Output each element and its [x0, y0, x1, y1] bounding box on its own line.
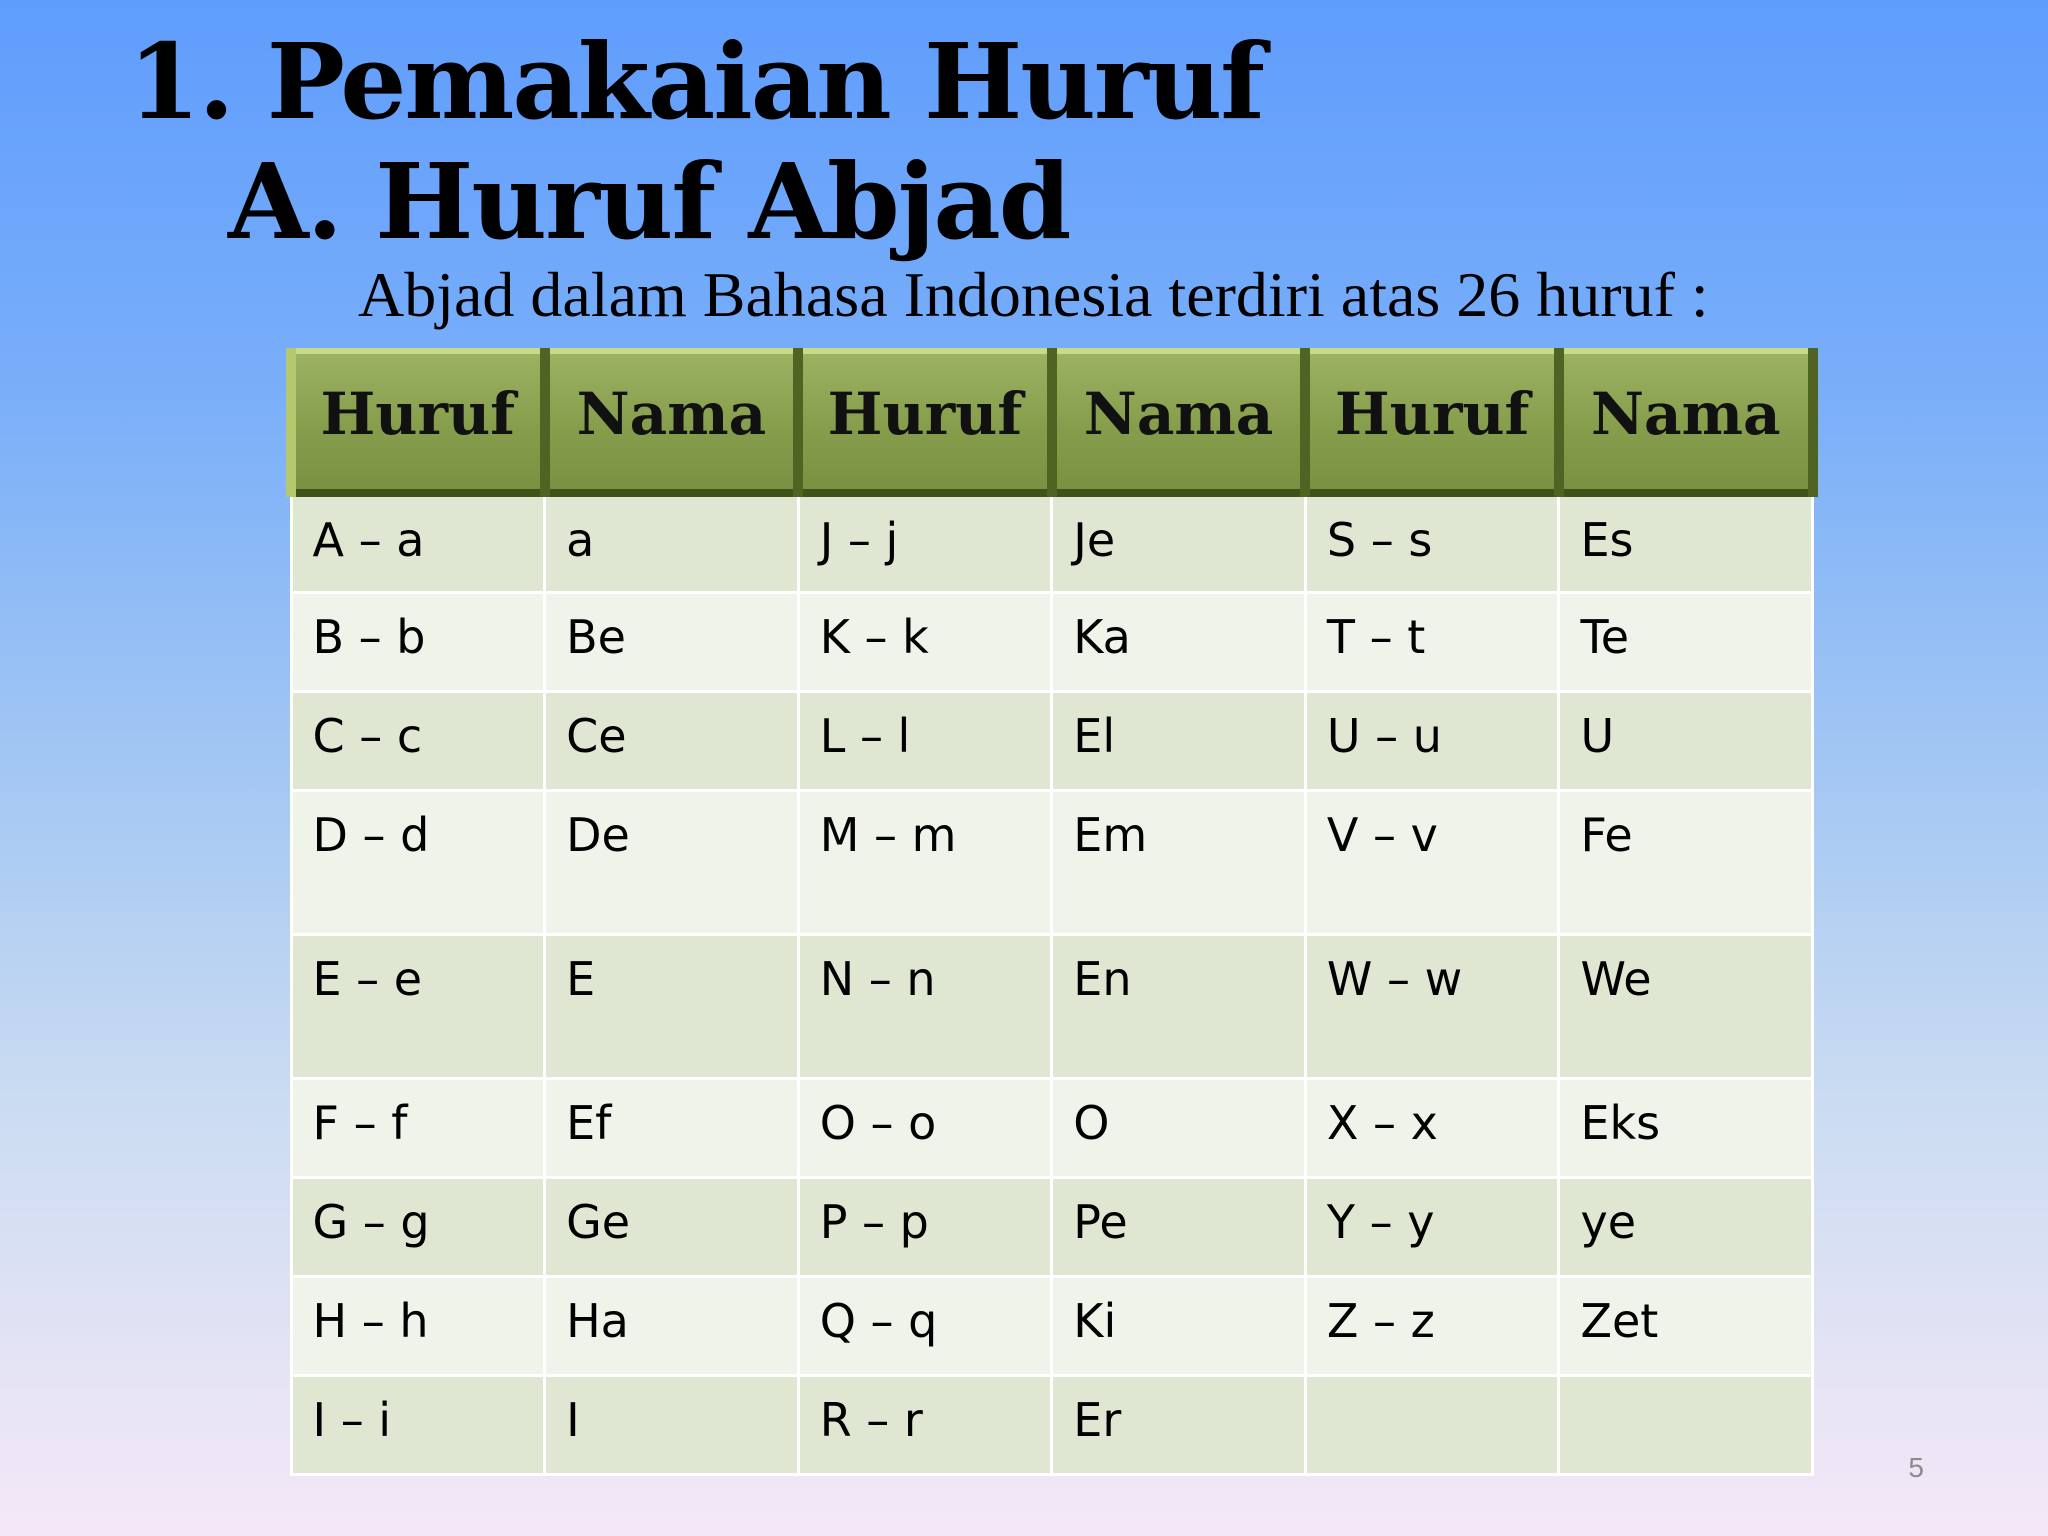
table-cell: Z – z: [1305, 1276, 1559, 1375]
slide-subtitle: A. Huruf Abjad: [228, 140, 1070, 263]
table-cell: El: [1052, 691, 1306, 790]
table-cell: Te: [1559, 592, 1813, 691]
table-cell: K – k: [798, 592, 1052, 691]
table-row: [291, 592, 1813, 691]
table-cell: Ka: [1052, 592, 1306, 691]
table-cell: R – r: [798, 1375, 1052, 1474]
header-huruf-3: Huruf: [1305, 351, 1559, 493]
table-cell: Pe: [1052, 1177, 1306, 1276]
table-cell: En: [1052, 934, 1306, 1078]
table-row: [291, 1177, 1813, 1276]
header-huruf-1: Huruf: [291, 351, 545, 493]
table-cell: U: [1559, 691, 1813, 790]
table-cell: N – n: [798, 934, 1052, 1078]
table-cell: L – l: [798, 691, 1052, 790]
table-cell: Es: [1559, 493, 1813, 592]
table-cell: A – a: [291, 493, 545, 592]
table-cell: W – w: [1305, 934, 1559, 1078]
table-cell: C – c: [291, 691, 545, 790]
table-cell: B – b: [291, 592, 545, 691]
table-row: [291, 493, 1813, 592]
table-cell: Q – q: [798, 1276, 1052, 1375]
table-row: [291, 1375, 1813, 1474]
table-row: [291, 790, 1813, 934]
intro-text: Abjad dalam Bahasa Indonesia terdiri atas 26 huruf :: [358, 259, 1709, 330]
table-cell: S – s: [1305, 493, 1559, 592]
table-cell: M – m: [798, 790, 1052, 934]
table-cell: Y – y: [1305, 1177, 1559, 1276]
table-cell: Je: [1052, 493, 1306, 592]
alphabet-table: [286, 348, 1818, 1476]
table-cell: Er: [1052, 1375, 1306, 1474]
table-cell: X – x: [1305, 1078, 1559, 1177]
header-huruf-2: Huruf: [798, 351, 1052, 493]
header-nama-3: Nama: [1559, 351, 1813, 493]
table-cell: Em: [1052, 790, 1306, 934]
table-row: [291, 691, 1813, 790]
table-cell: O: [1052, 1078, 1306, 1177]
table-cell: I – i: [291, 1375, 545, 1474]
table-cell: I: [545, 1375, 799, 1474]
table-row: [291, 934, 1813, 1078]
header-nama-2: Nama: [1052, 351, 1306, 493]
table-cell: P – p: [798, 1177, 1052, 1276]
table-cell: U – u: [1305, 691, 1559, 790]
header-nama-1: Nama: [545, 351, 799, 493]
slide-number: 5: [1908, 1452, 1924, 1483]
table-row: [291, 1078, 1813, 1177]
table-cell: We: [1559, 934, 1813, 1078]
table-cell: F – f: [291, 1078, 545, 1177]
table-cell: J – j: [798, 493, 1052, 592]
table-cell: G – g: [291, 1177, 545, 1276]
table-cell: H – h: [291, 1276, 545, 1375]
table-row: [291, 1276, 1813, 1375]
table-cell: De: [545, 790, 799, 934]
table-cell: Ce: [545, 691, 799, 790]
table-cell: E – e: [291, 934, 545, 1078]
table-cell: E: [545, 934, 799, 1078]
table-cell: T – t: [1305, 592, 1559, 691]
table-cell: O – o: [798, 1078, 1052, 1177]
table-cell: Eks: [1559, 1078, 1813, 1177]
table-cell: D – d: [291, 790, 545, 934]
table-cell: Be: [545, 592, 799, 691]
table-cell: [1305, 1375, 1559, 1474]
table-cell: Ef: [545, 1078, 799, 1177]
table-cell: Ha: [545, 1276, 799, 1375]
table-cell: [1559, 1375, 1813, 1474]
table-cell: ye: [1559, 1177, 1813, 1276]
table-cell: V – v: [1305, 790, 1559, 934]
table-cell: Ki: [1052, 1276, 1306, 1375]
table-cell: Zet: [1559, 1276, 1813, 1375]
slide-title: 1. Pemakaian Huruf: [128, 20, 1263, 143]
table-cell: Fe: [1559, 790, 1813, 934]
table-header-row: [291, 351, 1813, 493]
table-cell: a: [545, 493, 799, 592]
table-cell: Ge: [545, 1177, 799, 1276]
